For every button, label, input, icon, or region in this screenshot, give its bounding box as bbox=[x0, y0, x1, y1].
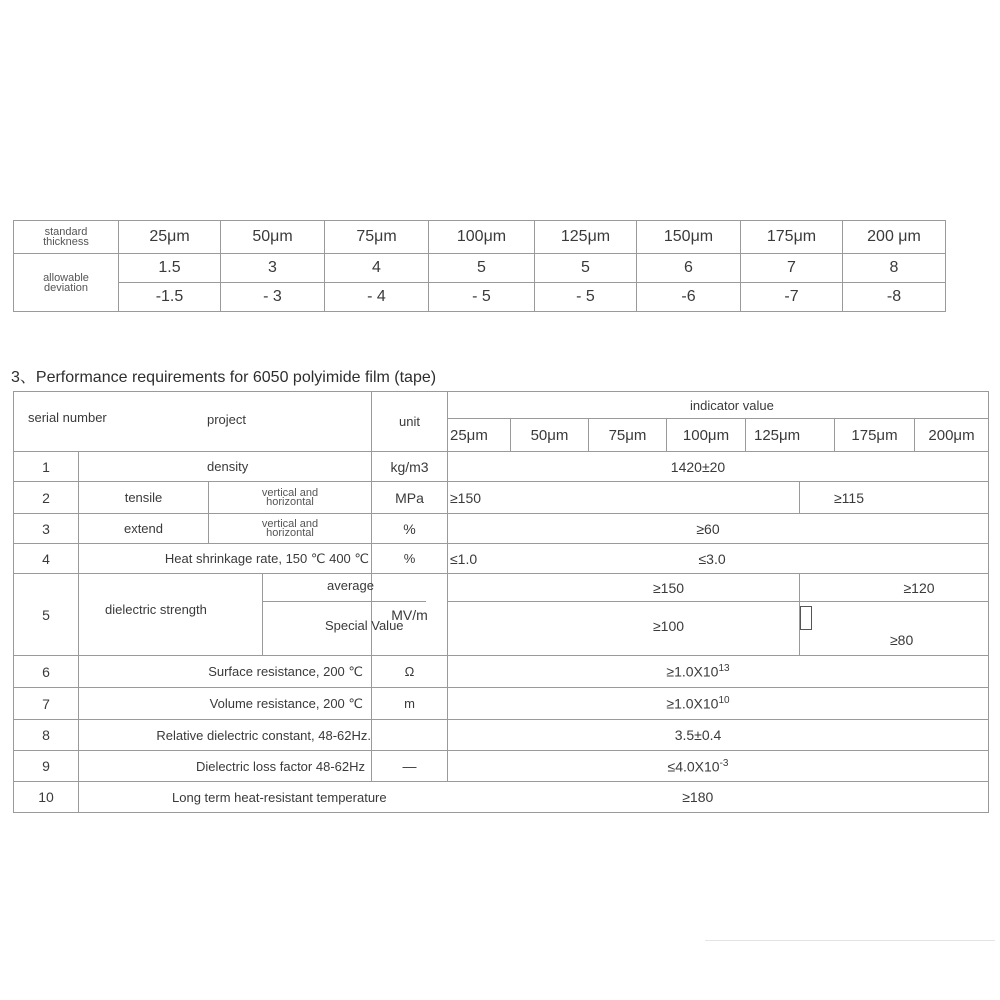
thickness-cell: 100μm bbox=[429, 221, 535, 254]
serial-cell: 8 bbox=[14, 720, 79, 751]
lower-deviation-cell: - 3 bbox=[221, 283, 325, 312]
standard-thickness-row bbox=[14, 221, 946, 254]
value-cell: ≥180 bbox=[448, 782, 989, 813]
section-heading: 3、Performance requirements for 6050 polyimide film (tape) bbox=[11, 369, 437, 386]
standard-thickness-label: standard thickness bbox=[14, 221, 119, 254]
unit-cell: — bbox=[372, 751, 448, 782]
thickness-header: 125μm bbox=[746, 419, 835, 452]
sub-project-cell: vertical and horizontal bbox=[209, 482, 372, 514]
table-row bbox=[14, 482, 989, 514]
project-cell: Relative dielectric constant, 48-62Hz. bbox=[79, 720, 372, 751]
lower-deviation-cell: -1.5 bbox=[119, 283, 221, 312]
serial-cell: 2 bbox=[14, 482, 79, 514]
faint-line bbox=[705, 940, 995, 941]
unit-cell bbox=[372, 720, 448, 751]
thickness-header: 100μm bbox=[667, 419, 746, 452]
table-row bbox=[14, 656, 989, 688]
project-cell: extend bbox=[79, 514, 209, 544]
header-row bbox=[14, 392, 989, 419]
lower-deviation-cell: -7 bbox=[741, 283, 843, 312]
table-row bbox=[14, 782, 989, 813]
serial-cell: 7 bbox=[14, 688, 79, 720]
thickness-header: 50μm bbox=[511, 419, 589, 452]
box-mark-icon bbox=[800, 606, 812, 630]
upper-deviation-cell: 1.5 bbox=[119, 254, 221, 283]
table-row bbox=[14, 720, 989, 751]
upper-deviation-cell: 4 bbox=[325, 254, 429, 283]
project-cell bbox=[79, 574, 404, 656]
serial-cell: 1 bbox=[14, 452, 79, 482]
serial-cell: 6 bbox=[14, 656, 79, 688]
unit-cell: Ω bbox=[372, 656, 448, 688]
thickness-cell: 175μm bbox=[741, 221, 843, 254]
project-cell: Volume resistance, 200 ℃ bbox=[79, 688, 372, 720]
value-cell: $\ge 1.0X10^{10}$ bbox=[448, 688, 989, 720]
serial-cell: 9 bbox=[14, 751, 79, 782]
value-cell: 1420±20 bbox=[448, 452, 989, 482]
value-cell: ≥60 bbox=[448, 514, 989, 544]
project-cell: density bbox=[79, 452, 372, 482]
lower-deviation-cell: - 5 bbox=[429, 283, 535, 312]
value-cell: 3.5±0.4 bbox=[448, 720, 989, 751]
serial-cell: 4 bbox=[14, 544, 79, 574]
thickness-header: 175μm bbox=[835, 419, 915, 452]
table-row bbox=[14, 574, 989, 602]
upper-deviation-cell: 5 bbox=[535, 254, 637, 283]
indicator-value-header: indicator value bbox=[448, 392, 989, 419]
header-serial-project bbox=[14, 392, 372, 452]
upper-deviation-cell: 5 bbox=[429, 254, 535, 283]
value-cell: ≥115 bbox=[800, 482, 989, 514]
thickness-cell: 50μm bbox=[221, 221, 325, 254]
unit-cell: MV/m bbox=[372, 574, 448, 656]
project-cell: Dielectric loss factor 48-62Hz bbox=[79, 751, 372, 782]
lower-deviation-cell: -6 bbox=[637, 283, 741, 312]
table-row bbox=[14, 452, 989, 482]
project-cell: tensile bbox=[79, 482, 209, 514]
value-cell: ≥150 bbox=[448, 482, 800, 514]
project-cell: Surface resistance, 200 ℃ bbox=[79, 656, 372, 688]
dielectric-strength-label: dielectric strength bbox=[105, 602, 207, 617]
project-header: project bbox=[207, 412, 247, 427]
unit-cell: MPa bbox=[372, 482, 448, 514]
thickness-header: 75μm bbox=[589, 419, 667, 452]
serial-cell: 5 bbox=[14, 574, 79, 656]
project-cell: Heat shrinkage rate, 150 ℃ 400 ℃ bbox=[79, 544, 372, 574]
value-cell: ≤3.0 bbox=[589, 544, 989, 574]
unit-cell: % bbox=[372, 514, 448, 544]
thickness-cell: 125μm bbox=[535, 221, 637, 254]
project-cell: Long term heat-resistant temperature bbox=[79, 782, 448, 813]
unit-header: unit bbox=[372, 392, 448, 452]
thickness-header: 200μm bbox=[915, 419, 989, 452]
value-cell: ≥100 bbox=[448, 602, 800, 656]
thickness-cell: 25μm bbox=[119, 221, 221, 254]
table-row bbox=[14, 514, 989, 544]
thickness-cell: 75μm bbox=[325, 221, 429, 254]
serial-number-header: serial number bbox=[28, 410, 107, 425]
unit-cell: % bbox=[372, 544, 448, 574]
thickness-cell: 150μm bbox=[637, 221, 741, 254]
serial-cell: 10 bbox=[14, 782, 79, 813]
lower-deviation-cell: -8 bbox=[843, 283, 946, 312]
upper-deviation-cell: 3 bbox=[221, 254, 325, 283]
table-row bbox=[14, 688, 989, 720]
thickness-header: 25μm bbox=[448, 419, 511, 452]
value-cell: $\ge 1.0X10^{13}$ bbox=[448, 656, 989, 688]
upper-deviation-cell: 8 bbox=[843, 254, 946, 283]
thickness-cell: 200 μm bbox=[843, 221, 946, 254]
upper-deviation-cell: 6 bbox=[637, 254, 741, 283]
value-cell: ≤1.0 bbox=[448, 544, 589, 574]
upper-deviation-cell: 7 bbox=[741, 254, 843, 283]
lower-deviation-cell: - 5 bbox=[535, 283, 637, 312]
value-cell: ≥80 bbox=[800, 602, 989, 656]
performance-table bbox=[13, 391, 989, 813]
value-cell: ≥150 bbox=[448, 574, 800, 602]
lower-deviation-cell: - 4 bbox=[325, 283, 429, 312]
sub-project-cell: vertical and horizontal bbox=[209, 514, 372, 544]
allowable-deviation-label: allowable deviation bbox=[14, 254, 119, 312]
table-row bbox=[14, 751, 989, 782]
upper-deviation-row bbox=[14, 254, 946, 283]
value-cell: ≥120 bbox=[800, 574, 989, 602]
value-cell: $\le 4.0X10^{-3}$ bbox=[448, 751, 989, 782]
serial-cell: 3 bbox=[14, 514, 79, 544]
unit-cell: kg/m3 bbox=[372, 452, 448, 482]
average-label: average bbox=[327, 578, 374, 593]
table-row bbox=[14, 544, 989, 574]
special-value-label: Special Value bbox=[325, 618, 404, 633]
lower-deviation-row bbox=[14, 283, 946, 312]
unit-cell: m bbox=[372, 688, 448, 720]
thickness-deviation-table bbox=[13, 220, 946, 312]
